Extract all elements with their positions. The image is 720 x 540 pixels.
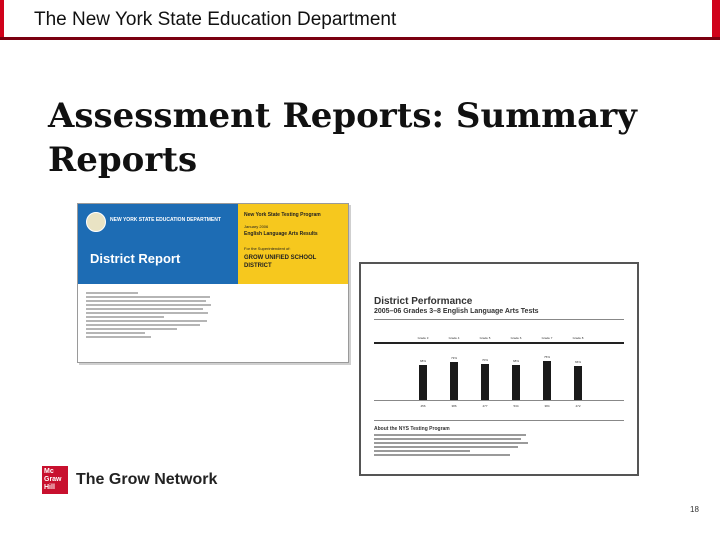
state-seal-icon: [86, 212, 106, 232]
header-shadow: [0, 37, 720, 40]
report-body-text: [86, 292, 216, 340]
logo-line-3: Hill: [44, 484, 55, 491]
performance-rule: [374, 319, 624, 320]
district-report-thumbnail: [77, 203, 349, 363]
chart-header-rule: [374, 342, 624, 344]
chart-category-label: Grade 7: [541, 336, 553, 340]
header-bar: [0, 0, 720, 40]
chart-bar: [419, 365, 427, 400]
chart-bar: [574, 366, 582, 400]
logo-line-2: Graw: [44, 476, 62, 483]
chart-count-label: 472: [575, 404, 581, 408]
report-side-panel: [238, 204, 348, 284]
report-department: NEW YORK STATE EDUCATION DEPARTMENT: [110, 217, 221, 223]
about-rule: [374, 420, 624, 421]
chart-category-label: Grade 3: [417, 336, 429, 340]
report-program: New York State Testing Program: [244, 212, 321, 218]
chart-category-label: Grade 4: [448, 336, 460, 340]
logo-line-1: Mc: [44, 468, 54, 475]
report-addressee: For the Superintendent of:: [244, 246, 291, 251]
chart-count-label: 384: [544, 404, 550, 408]
chart-category-label: Grade 8: [572, 336, 584, 340]
chart-bar: [481, 364, 489, 400]
chart-count-label: 534: [513, 404, 519, 408]
chart-value-label: 73%: [450, 356, 457, 361]
chart-value-label: 75%: [543, 355, 550, 359]
performance-title: District Performance: [374, 296, 473, 307]
mcgraw-hill-logo-icon: [42, 466, 68, 494]
header-panel: [4, 0, 716, 37]
chart-value-label: 70%: [481, 357, 488, 362]
slide-title: Assessment Reports: Summary Reports: [48, 96, 637, 180]
chart-category-label: Grade 6: [510, 336, 522, 340]
chart-bar: [512, 365, 520, 400]
about-heading: About the NYS Testing Program: [374, 426, 450, 432]
performance-subtitle: 2005–06 Grades 3–8 English Language Arts Tests: [374, 308, 539, 315]
header-title: The New York State Education Department: [34, 9, 397, 30]
chart-value-label: 66%: [574, 359, 581, 364]
report-test-name: English Language Arts Results: [244, 231, 318, 237]
chart-base-rule: [374, 400, 624, 401]
company-name: The Grow Network: [76, 471, 218, 488]
chart-bar: [450, 362, 458, 400]
chart-bar: [543, 361, 551, 400]
chart-value-label: 68%: [419, 358, 426, 363]
chart-value-label: 68%: [512, 358, 519, 363]
chart-count-label: 456: [420, 404, 426, 408]
about-body-text: [374, 434, 534, 458]
report-doc-title: District Report: [90, 251, 181, 266]
chart-count-label: 386: [451, 404, 457, 408]
report-cover-band: [78, 204, 238, 284]
district-performance-thumbnail: [359, 262, 639, 476]
page-number: 18: [690, 505, 699, 514]
chart-count-label: 477: [482, 404, 488, 408]
report-test-date: January 2006: [244, 224, 269, 229]
chart-category-label: Grade 5: [479, 336, 491, 340]
report-district: GROW UNIFIED SCHOOL DISTRICT: [244, 255, 317, 269]
